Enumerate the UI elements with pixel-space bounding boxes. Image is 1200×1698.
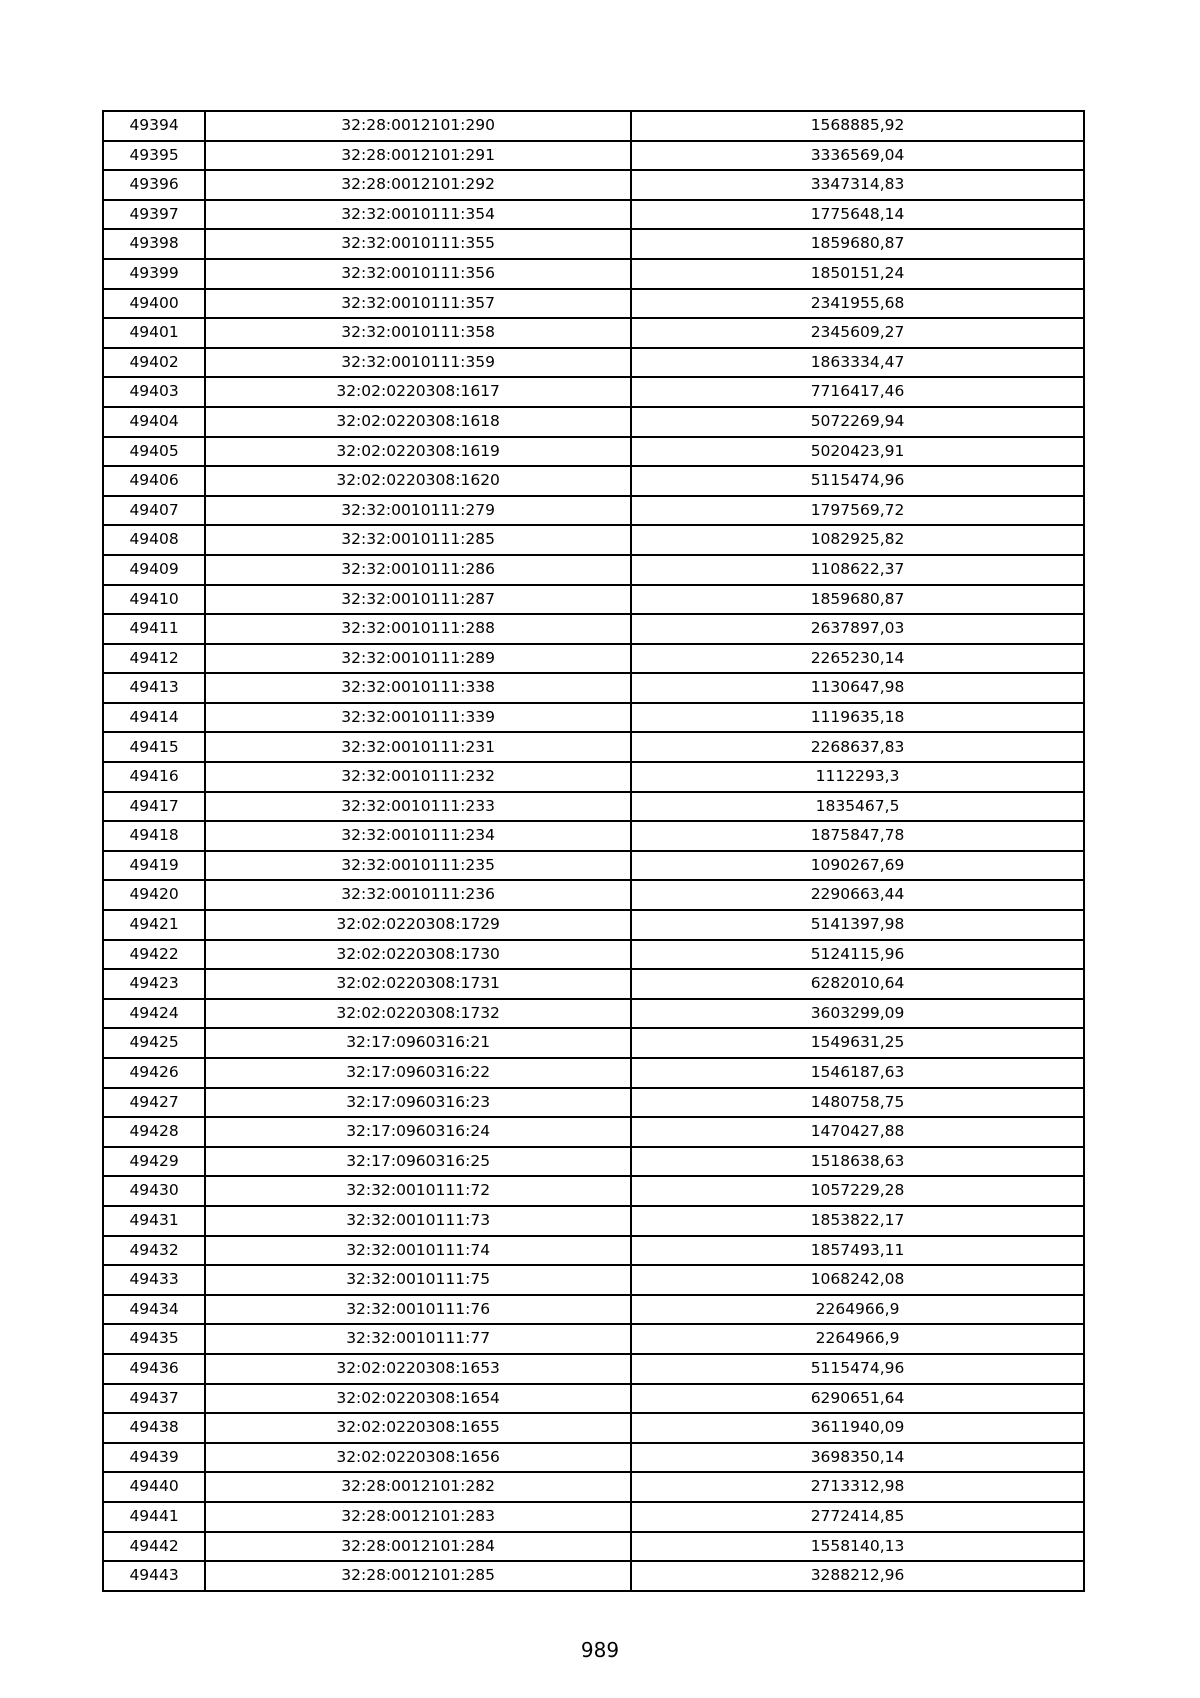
- cadastral-number-cell: 32:32:0010111:338: [205, 673, 631, 703]
- cadastral-value-cell: 3603299,09: [631, 999, 1084, 1029]
- cadastral-value-cell: 1875847,78: [631, 821, 1084, 851]
- cadastral-value-cell: 5020423,91: [631, 437, 1084, 467]
- cadastral-number-cell: 32:17:0960316:21: [205, 1028, 631, 1058]
- row-number-cell: 49418: [103, 821, 205, 851]
- cadastral-number-cell: 32:02:0220308:1655: [205, 1413, 631, 1443]
- table-row: [103, 348, 1084, 378]
- cadastral-value-cell: 1859680,87: [631, 229, 1084, 259]
- table-row: [103, 1324, 1084, 1354]
- table-row: [103, 999, 1084, 1029]
- page-number: 989: [580, 1638, 620, 1662]
- table-row: [103, 1413, 1084, 1443]
- cadastral-number-cell: 32:32:0010111:72: [205, 1176, 631, 1206]
- row-number-cell: 49439: [103, 1443, 205, 1473]
- cadastral-value-cell: 2264966,9: [631, 1295, 1084, 1325]
- cadastral-value-cell: 3611940,09: [631, 1413, 1084, 1443]
- table-row: [103, 377, 1084, 407]
- row-number-cell: 49430: [103, 1176, 205, 1206]
- cadastral-value-cell: 1518638,63: [631, 1147, 1084, 1177]
- cadastral-number-cell: 32:32:0010111:232: [205, 762, 631, 792]
- row-number-cell: 49405: [103, 437, 205, 467]
- cadastral-number-cell: 32:28:0012101:285: [205, 1561, 631, 1591]
- cadastral-value-cell: 1480758,75: [631, 1088, 1084, 1118]
- cadastral-number-cell: 32:32:0010111:234: [205, 821, 631, 851]
- cadastral-value-cell: 2268637,83: [631, 732, 1084, 762]
- cadastral-value-cell: 2265230,14: [631, 644, 1084, 674]
- cadastral-number-cell: 32:02:0220308:1731: [205, 969, 631, 999]
- cadastral-value-cell: 5124115,96: [631, 940, 1084, 970]
- table-row: [103, 910, 1084, 940]
- row-number-cell: 49399: [103, 259, 205, 289]
- table-row: [103, 200, 1084, 230]
- table-row: [103, 259, 1084, 289]
- cadastral-number-cell: 32:02:0220308:1732: [205, 999, 631, 1029]
- table-row: [103, 1561, 1084, 1591]
- table-row: [103, 1117, 1084, 1147]
- cadastral-value-cell: 1108622,37: [631, 555, 1084, 585]
- cadastral-value-cell: 3347314,83: [631, 170, 1084, 200]
- row-number-cell: 49432: [103, 1236, 205, 1266]
- table-row: [103, 1384, 1084, 1414]
- row-number-cell: 49409: [103, 555, 205, 585]
- row-number-cell: 49434: [103, 1295, 205, 1325]
- table-row: [103, 1088, 1084, 1118]
- row-number-cell: 49403: [103, 377, 205, 407]
- cadastral-value-cell: 1130647,98: [631, 673, 1084, 703]
- table-row: [103, 1443, 1084, 1473]
- row-number-cell: 49398: [103, 229, 205, 259]
- row-number-cell: 49407: [103, 496, 205, 526]
- table-row: [103, 1265, 1084, 1295]
- cadastral-number-cell: 32:32:0010111:286: [205, 555, 631, 585]
- cadastral-number-cell: 32:17:0960316:22: [205, 1058, 631, 1088]
- cadastral-number-cell: 32:32:0010111:231: [205, 732, 631, 762]
- table-row: [103, 1532, 1084, 1562]
- row-number-cell: 49420: [103, 880, 205, 910]
- row-number-cell: 49436: [103, 1354, 205, 1384]
- cadastral-value-cell: 1090267,69: [631, 851, 1084, 881]
- row-number-cell: 49404: [103, 407, 205, 437]
- cadastral-value-cell: 1470427,88: [631, 1117, 1084, 1147]
- cadastral-number-cell: 32:32:0010111:356: [205, 259, 631, 289]
- cadastral-value-cell: 1859680,87: [631, 585, 1084, 615]
- table-row: [103, 1502, 1084, 1532]
- row-number-cell: 49396: [103, 170, 205, 200]
- row-number-cell: 49397: [103, 200, 205, 230]
- row-number-cell: 49437: [103, 1384, 205, 1414]
- cadastral-number-cell: 32:28:0012101:292: [205, 170, 631, 200]
- row-number-cell: 49410: [103, 585, 205, 615]
- cadastral-number-cell: 32:02:0220308:1617: [205, 377, 631, 407]
- table-row: [103, 437, 1084, 467]
- cadastral-number-cell: 32:32:0010111:287: [205, 585, 631, 615]
- table-row: [103, 111, 1084, 141]
- cadastral-value-cell: 7716417,46: [631, 377, 1084, 407]
- row-number-cell: 49440: [103, 1472, 205, 1502]
- cadastral-number-cell: 32:28:0012101:290: [205, 111, 631, 141]
- cadastral-number-cell: 32:32:0010111:339: [205, 703, 631, 733]
- cadastral-number-cell: 32:17:0960316:23: [205, 1088, 631, 1118]
- table-row: [103, 407, 1084, 437]
- cadastral-number-cell: 32:32:0010111:76: [205, 1295, 631, 1325]
- table-row: [103, 851, 1084, 881]
- cadastral-number-cell: 32:32:0010111:74: [205, 1236, 631, 1266]
- table-row: [103, 703, 1084, 733]
- cadastral-value-cell: 3336569,04: [631, 141, 1084, 171]
- row-number-cell: 49413: [103, 673, 205, 703]
- table-row: [103, 1206, 1084, 1236]
- cadastral-number-cell: 32:32:0010111:354: [205, 200, 631, 230]
- cadastral-number-cell: 32:32:0010111:77: [205, 1324, 631, 1354]
- cadastral-value-cell: 1082925,82: [631, 525, 1084, 555]
- table-row: [103, 762, 1084, 792]
- cadastral-value-cell: 1775648,14: [631, 200, 1084, 230]
- table-row: [103, 170, 1084, 200]
- row-number-cell: 49421: [103, 910, 205, 940]
- cadastral-number-cell: 32:02:0220308:1654: [205, 1384, 631, 1414]
- table-row: [103, 673, 1084, 703]
- cadastral-value-table: [102, 110, 1085, 1592]
- row-number-cell: 49419: [103, 851, 205, 881]
- row-number-cell: 49417: [103, 792, 205, 822]
- cadastral-number-cell: 32:32:0010111:235: [205, 851, 631, 881]
- cadastral-number-cell: 32:32:0010111:285: [205, 525, 631, 555]
- row-number-cell: 49441: [103, 1502, 205, 1532]
- cadastral-value-cell: 2290663,44: [631, 880, 1084, 910]
- table-row: [103, 644, 1084, 674]
- row-number-cell: 49416: [103, 762, 205, 792]
- table-row: [103, 1028, 1084, 1058]
- row-number-cell: 49415: [103, 732, 205, 762]
- table-body: [103, 111, 1084, 1591]
- cadastral-value-cell: 1850151,24: [631, 259, 1084, 289]
- cadastral-number-cell: 32:02:0220308:1730: [205, 940, 631, 970]
- cadastral-value-cell: 1546187,63: [631, 1058, 1084, 1088]
- cadastral-value-cell: 2345609,27: [631, 318, 1084, 348]
- table-row: [103, 792, 1084, 822]
- cadastral-number-cell: 32:32:0010111:279: [205, 496, 631, 526]
- cadastral-number-cell: 32:32:0010111:357: [205, 289, 631, 319]
- cadastral-number-cell: 32:02:0220308:1729: [205, 910, 631, 940]
- row-number-cell: 49431: [103, 1206, 205, 1236]
- cadastral-value-cell: 1835467,5: [631, 792, 1084, 822]
- row-number-cell: 49435: [103, 1324, 205, 1354]
- cadastral-number-cell: 32:32:0010111:233: [205, 792, 631, 822]
- cadastral-value-cell: 6282010,64: [631, 969, 1084, 999]
- cadastral-value-cell: 2341955,68: [631, 289, 1084, 319]
- cadastral-value-cell: 1863334,47: [631, 348, 1084, 378]
- cadastral-number-cell: 32:02:0220308:1620: [205, 466, 631, 496]
- row-number-cell: 49424: [103, 999, 205, 1029]
- cadastral-value-cell: 5141397,98: [631, 910, 1084, 940]
- cadastral-value-cell: 5115474,96: [631, 1354, 1084, 1384]
- cadastral-value-cell: 2637897,03: [631, 614, 1084, 644]
- cadastral-number-cell: 32:28:0012101:283: [205, 1502, 631, 1532]
- table-row: [103, 1176, 1084, 1206]
- cadastral-value-cell: 2772414,85: [631, 1502, 1084, 1532]
- table-row: [103, 1236, 1084, 1266]
- cadastral-number-cell: 32:32:0010111:358: [205, 318, 631, 348]
- table-row: [103, 940, 1084, 970]
- table-row: [103, 141, 1084, 171]
- cadastral-value-cell: 2264966,9: [631, 1324, 1084, 1354]
- cadastral-value-cell: 5115474,96: [631, 466, 1084, 496]
- cadastral-value-cell: 2713312,98: [631, 1472, 1084, 1502]
- table-row: [103, 1295, 1084, 1325]
- table-row: [103, 1147, 1084, 1177]
- table-row: [103, 821, 1084, 851]
- row-number-cell: 49429: [103, 1147, 205, 1177]
- row-number-cell: 49408: [103, 525, 205, 555]
- row-number-cell: 49401: [103, 318, 205, 348]
- cadastral-value-cell: 1112293,3: [631, 762, 1084, 792]
- row-number-cell: 49394: [103, 111, 205, 141]
- cadastral-value-cell: 5072269,94: [631, 407, 1084, 437]
- cadastral-number-cell: 32:32:0010111:73: [205, 1206, 631, 1236]
- cadastral-value-cell: 1797569,72: [631, 496, 1084, 526]
- cadastral-value-cell: 1119635,18: [631, 703, 1084, 733]
- table-row: [103, 289, 1084, 319]
- row-number-cell: 49411: [103, 614, 205, 644]
- cadastral-number-cell: 32:02:0220308:1656: [205, 1443, 631, 1473]
- cadastral-value-cell: 3288212,96: [631, 1561, 1084, 1591]
- table-row: [103, 466, 1084, 496]
- table-row: [103, 555, 1084, 585]
- cadastral-number-cell: 32:28:0012101:282: [205, 1472, 631, 1502]
- table-row: [103, 585, 1084, 615]
- table-row: [103, 732, 1084, 762]
- row-number-cell: 49426: [103, 1058, 205, 1088]
- row-number-cell: 49438: [103, 1413, 205, 1443]
- cadastral-number-cell: 32:32:0010111:75: [205, 1265, 631, 1295]
- cadastral-value-cell: 6290651,64: [631, 1384, 1084, 1414]
- table-row: [103, 614, 1084, 644]
- cadastral-number-cell: 32:32:0010111:236: [205, 880, 631, 910]
- cadastral-value-cell: 1857493,11: [631, 1236, 1084, 1266]
- table-row: [103, 1058, 1084, 1088]
- row-number-cell: 49423: [103, 969, 205, 999]
- cadastral-value-cell: 1568885,92: [631, 111, 1084, 141]
- row-number-cell: 49422: [103, 940, 205, 970]
- cadastral-value-cell: 1549631,25: [631, 1028, 1084, 1058]
- cadastral-number-cell: 32:02:0220308:1618: [205, 407, 631, 437]
- cadastral-number-cell: 32:28:0012101:284: [205, 1532, 631, 1562]
- row-number-cell: 49414: [103, 703, 205, 733]
- table-row: [103, 229, 1084, 259]
- row-number-cell: 49443: [103, 1561, 205, 1591]
- table-row: [103, 880, 1084, 910]
- table-row: [103, 1354, 1084, 1384]
- cadastral-value-cell: 1057229,28: [631, 1176, 1084, 1206]
- row-number-cell: 49427: [103, 1088, 205, 1118]
- row-number-cell: 49433: [103, 1265, 205, 1295]
- cadastral-number-cell: 32:28:0012101:291: [205, 141, 631, 171]
- row-number-cell: 49402: [103, 348, 205, 378]
- cadastral-value-cell: 1853822,17: [631, 1206, 1084, 1236]
- cadastral-number-cell: 32:32:0010111:355: [205, 229, 631, 259]
- table-row: [103, 1472, 1084, 1502]
- table-row: [103, 496, 1084, 526]
- row-number-cell: 49442: [103, 1532, 205, 1562]
- row-number-cell: 49425: [103, 1028, 205, 1058]
- cadastral-value-cell: 1068242,08: [631, 1265, 1084, 1295]
- cadastral-number-cell: 32:17:0960316:24: [205, 1117, 631, 1147]
- table-row: [103, 318, 1084, 348]
- row-number-cell: 49428: [103, 1117, 205, 1147]
- cadastral-number-cell: 32:02:0220308:1653: [205, 1354, 631, 1384]
- table-row: [103, 969, 1084, 999]
- cadastral-value-cell: 3698350,14: [631, 1443, 1084, 1473]
- cadastral-number-cell: 32:17:0960316:25: [205, 1147, 631, 1177]
- row-number-cell: 49406: [103, 466, 205, 496]
- row-number-cell: 49412: [103, 644, 205, 674]
- cadastral-number-cell: 32:32:0010111:288: [205, 614, 631, 644]
- cadastral-number-cell: 32:02:0220308:1619: [205, 437, 631, 467]
- table-row: [103, 525, 1084, 555]
- row-number-cell: 49395: [103, 141, 205, 171]
- cadastral-value-cell: 1558140,13: [631, 1532, 1084, 1562]
- row-number-cell: 49400: [103, 289, 205, 319]
- cadastral-number-cell: 32:32:0010111:289: [205, 644, 631, 674]
- cadastral-number-cell: 32:32:0010111:359: [205, 348, 631, 378]
